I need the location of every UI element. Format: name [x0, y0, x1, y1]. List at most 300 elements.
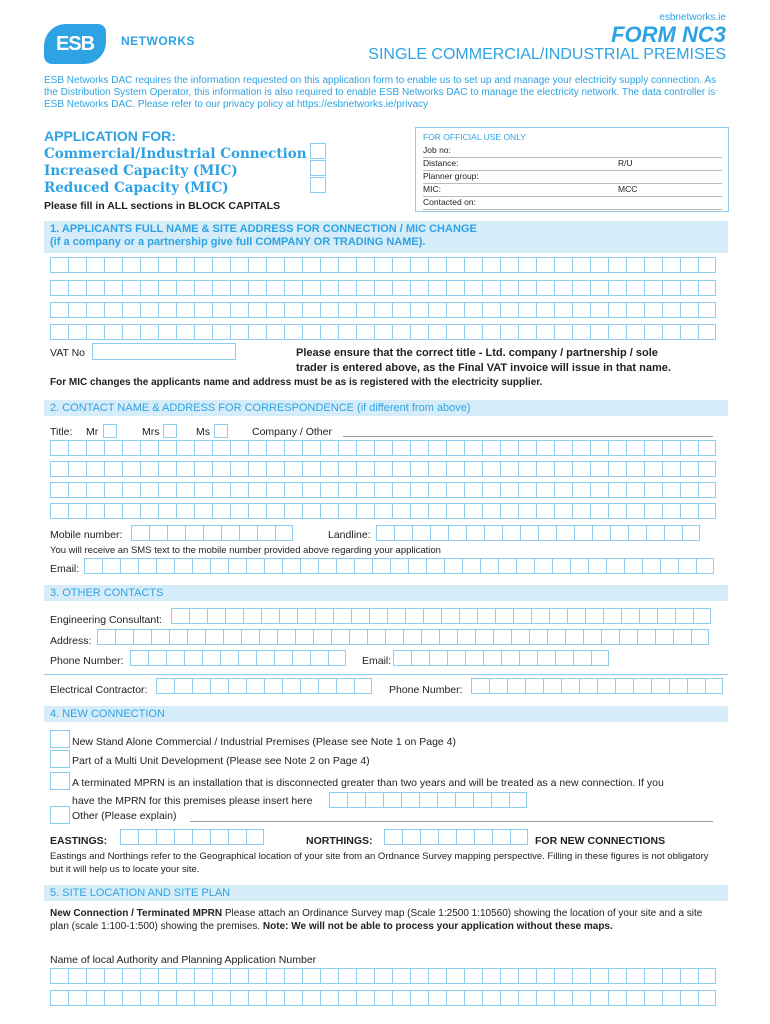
char-box[interactable]	[302, 440, 320, 456]
char-box[interactable]	[392, 990, 410, 1006]
char-box[interactable]	[104, 324, 122, 340]
char-box[interactable]	[50, 280, 68, 296]
char-box[interactable]	[464, 482, 482, 498]
char-box[interactable]	[555, 650, 573, 666]
char-box[interactable]	[507, 678, 525, 694]
char-box[interactable]	[509, 792, 527, 808]
char-box[interactable]	[210, 558, 228, 574]
char-box[interactable]	[644, 503, 662, 519]
char-box[interactable]	[428, 503, 446, 519]
address-boxes[interactable]	[97, 629, 709, 645]
char-box[interactable]	[590, 968, 608, 984]
char-box[interactable]	[482, 503, 500, 519]
char-box[interactable]	[156, 558, 174, 574]
char-box[interactable]	[390, 558, 408, 574]
char-box[interactable]	[565, 629, 583, 645]
char-box[interactable]	[693, 608, 711, 624]
char-box[interactable]	[356, 324, 374, 340]
char-box[interactable]	[410, 324, 428, 340]
char-box[interactable]	[248, 482, 266, 498]
char-box[interactable]	[140, 280, 158, 296]
char-box[interactable]	[266, 257, 284, 273]
char-box[interactable]	[333, 608, 351, 624]
char-box[interactable]	[176, 482, 194, 498]
char-box[interactable]	[374, 503, 392, 519]
char-box[interactable]	[428, 280, 446, 296]
char-box[interactable]	[302, 990, 320, 1006]
char-box[interactable]	[266, 482, 284, 498]
char-box[interactable]	[158, 280, 176, 296]
char-box[interactable]	[385, 629, 403, 645]
char-box[interactable]	[428, 968, 446, 984]
char-box[interactable]	[158, 302, 176, 318]
char-box[interactable]	[455, 792, 473, 808]
char-box[interactable]	[356, 968, 374, 984]
char-box[interactable]	[374, 302, 392, 318]
char-box[interactable]	[284, 461, 302, 477]
char-box[interactable]	[151, 629, 169, 645]
char-box[interactable]	[104, 482, 122, 498]
char-box[interactable]	[408, 558, 426, 574]
char-box[interactable]	[248, 302, 266, 318]
char-box[interactable]	[561, 678, 579, 694]
char-box[interactable]	[608, 461, 626, 477]
char-box[interactable]	[212, 280, 230, 296]
char-box[interactable]	[104, 990, 122, 1006]
char-box[interactable]	[282, 678, 300, 694]
char-box[interactable]	[518, 302, 536, 318]
char-box[interactable]	[320, 990, 338, 1006]
char-box[interactable]	[518, 440, 536, 456]
char-box[interactable]	[230, 503, 248, 519]
char-box[interactable]	[501, 650, 519, 666]
char-box[interactable]	[698, 440, 716, 456]
char-box[interactable]	[554, 461, 572, 477]
char-box[interactable]	[410, 440, 428, 456]
char-box[interactable]	[320, 482, 338, 498]
char-box[interactable]	[68, 968, 86, 984]
char-box[interactable]	[644, 990, 662, 1006]
char-box[interactable]	[328, 650, 346, 666]
char-box[interactable]	[482, 968, 500, 984]
char-box[interactable]	[338, 302, 356, 318]
job-no-field[interactable]	[423, 145, 722, 158]
char-box[interactable]	[392, 280, 410, 296]
char-box[interactable]	[554, 324, 572, 340]
char-box[interactable]	[698, 968, 716, 984]
char-box[interactable]	[588, 558, 606, 574]
contact-row-2[interactable]	[50, 461, 716, 477]
char-box[interactable]	[318, 678, 336, 694]
checkbox-commercial[interactable]	[310, 143, 326, 159]
char-box[interactable]	[356, 302, 374, 318]
char-box[interactable]	[662, 968, 680, 984]
char-box[interactable]	[590, 482, 608, 498]
char-box[interactable]	[446, 324, 464, 340]
char-box[interactable]	[158, 440, 176, 456]
char-box[interactable]	[482, 302, 500, 318]
char-box[interactable]	[158, 482, 176, 498]
char-box[interactable]	[642, 558, 660, 574]
char-box[interactable]	[536, 503, 554, 519]
char-box[interactable]	[698, 503, 716, 519]
char-box[interactable]	[320, 280, 338, 296]
char-box[interactable]	[284, 440, 302, 456]
char-box[interactable]	[212, 302, 230, 318]
char-box[interactable]	[122, 257, 140, 273]
char-box[interactable]	[140, 324, 158, 340]
char-box[interactable]	[220, 650, 238, 666]
char-box[interactable]	[184, 650, 202, 666]
char-box[interactable]	[446, 461, 464, 477]
char-box[interactable]	[302, 968, 320, 984]
char-box[interactable]	[374, 440, 392, 456]
char-box[interactable]	[230, 280, 248, 296]
char-box[interactable]	[518, 257, 536, 273]
char-box[interactable]	[502, 525, 520, 541]
char-box[interactable]	[518, 324, 536, 340]
engineer-boxes[interactable]	[171, 608, 711, 624]
char-box[interactable]	[282, 558, 300, 574]
char-box[interactable]	[624, 558, 642, 574]
char-box[interactable]	[86, 324, 104, 340]
char-box[interactable]	[446, 482, 464, 498]
char-box[interactable]	[480, 558, 498, 574]
char-box[interactable]	[212, 503, 230, 519]
char-box[interactable]	[536, 280, 554, 296]
char-box[interactable]	[266, 440, 284, 456]
char-box[interactable]	[365, 792, 383, 808]
char-box[interactable]	[275, 525, 293, 541]
char-box[interactable]	[464, 257, 482, 273]
char-box[interactable]	[680, 324, 698, 340]
char-box[interactable]	[138, 829, 156, 845]
char-box[interactable]	[223, 629, 241, 645]
char-box[interactable]	[176, 302, 194, 318]
checkbox-reduced[interactable]	[310, 177, 326, 193]
char-box[interactable]	[482, 440, 500, 456]
mrs-checkbox[interactable]	[163, 424, 177, 438]
char-box[interactable]	[338, 503, 356, 519]
char-box[interactable]	[570, 558, 588, 574]
char-box[interactable]	[637, 629, 655, 645]
char-box[interactable]	[590, 302, 608, 318]
applicant-row-2[interactable]	[50, 280, 716, 296]
northings-boxes[interactable]	[384, 829, 528, 845]
char-box[interactable]	[239, 525, 257, 541]
char-box[interactable]	[356, 482, 374, 498]
char-box[interactable]	[428, 990, 446, 1006]
char-box[interactable]	[680, 990, 698, 1006]
char-box[interactable]	[228, 678, 246, 694]
char-box[interactable]	[626, 257, 644, 273]
char-box[interactable]	[482, 324, 500, 340]
char-box[interactable]	[284, 280, 302, 296]
char-box[interactable]	[302, 324, 320, 340]
char-box[interactable]	[104, 257, 122, 273]
char-box[interactable]	[626, 461, 644, 477]
char-box[interactable]	[626, 990, 644, 1006]
char-box[interactable]	[590, 440, 608, 456]
char-box[interactable]	[158, 503, 176, 519]
char-box[interactable]	[608, 280, 626, 296]
char-box[interactable]	[439, 629, 457, 645]
char-box[interactable]	[498, 558, 516, 574]
char-box[interactable]	[297, 608, 315, 624]
char-box[interactable]	[464, 440, 482, 456]
email-boxes[interactable]	[84, 558, 714, 574]
vat-input[interactable]	[92, 343, 236, 360]
char-box[interactable]	[475, 629, 493, 645]
char-box[interactable]	[428, 302, 446, 318]
char-box[interactable]	[104, 968, 122, 984]
char-box[interactable]	[554, 990, 572, 1006]
char-box[interactable]	[500, 461, 518, 477]
char-box[interactable]	[518, 482, 536, 498]
char-box[interactable]	[662, 440, 680, 456]
char-box[interactable]	[626, 440, 644, 456]
char-box[interactable]	[687, 678, 705, 694]
char-box[interactable]	[464, 461, 482, 477]
mr-checkbox[interactable]	[103, 424, 117, 438]
char-box[interactable]	[104, 280, 122, 296]
char-box[interactable]	[696, 558, 714, 574]
terminated-checkbox[interactable]	[50, 772, 70, 790]
char-box[interactable]	[484, 525, 502, 541]
char-box[interactable]	[513, 608, 531, 624]
char-box[interactable]	[608, 324, 626, 340]
char-box[interactable]	[349, 629, 367, 645]
char-box[interactable]	[68, 302, 86, 318]
char-box[interactable]	[50, 482, 68, 498]
electrical-boxes[interactable]	[156, 678, 372, 694]
char-box[interactable]	[664, 525, 682, 541]
char-box[interactable]	[646, 525, 664, 541]
company-line[interactable]	[343, 435, 713, 437]
char-box[interactable]	[608, 968, 626, 984]
char-box[interactable]	[266, 968, 284, 984]
char-box[interactable]	[606, 558, 624, 574]
char-box[interactable]	[338, 482, 356, 498]
char-box[interactable]	[86, 280, 104, 296]
char-box[interactable]	[626, 968, 644, 984]
char-box[interactable]	[420, 829, 438, 845]
char-box[interactable]	[536, 968, 554, 984]
mobile-boxes[interactable]	[131, 525, 293, 541]
char-box[interactable]	[626, 302, 644, 318]
char-box[interactable]	[662, 257, 680, 273]
char-box[interactable]	[572, 990, 590, 1006]
char-box[interactable]	[367, 629, 385, 645]
char-box[interactable]	[518, 968, 536, 984]
char-box[interactable]	[194, 990, 212, 1006]
char-box[interactable]	[102, 558, 120, 574]
planner-field[interactable]	[423, 171, 722, 184]
char-box[interactable]	[230, 324, 248, 340]
char-box[interactable]	[86, 461, 104, 477]
char-box[interactable]	[354, 558, 372, 574]
char-box[interactable]	[572, 461, 590, 477]
char-box[interactable]	[662, 324, 680, 340]
char-box[interactable]	[621, 608, 639, 624]
char-box[interactable]	[608, 302, 626, 318]
char-box[interactable]	[302, 461, 320, 477]
char-box[interactable]	[338, 990, 356, 1006]
char-box[interactable]	[174, 678, 192, 694]
char-box[interactable]	[68, 257, 86, 273]
char-box[interactable]	[446, 503, 464, 519]
char-box[interactable]	[426, 558, 444, 574]
char-box[interactable]	[246, 558, 264, 574]
char-box[interactable]	[538, 525, 556, 541]
char-box[interactable]	[392, 503, 410, 519]
char-box[interactable]	[482, 461, 500, 477]
char-box[interactable]	[374, 257, 392, 273]
char-box[interactable]	[302, 503, 320, 519]
char-box[interactable]	[248, 968, 266, 984]
char-box[interactable]	[122, 990, 140, 1006]
char-box[interactable]	[655, 629, 673, 645]
char-box[interactable]	[320, 968, 338, 984]
char-box[interactable]	[554, 302, 572, 318]
char-box[interactable]	[176, 324, 194, 340]
char-box[interactable]	[212, 482, 230, 498]
char-box[interactable]	[441, 608, 459, 624]
char-box[interactable]	[274, 650, 292, 666]
char-box[interactable]	[473, 792, 491, 808]
char-box[interactable]	[68, 440, 86, 456]
char-box[interactable]	[651, 678, 669, 694]
char-box[interactable]	[171, 608, 189, 624]
char-box[interactable]	[356, 990, 374, 1006]
char-box[interactable]	[534, 558, 552, 574]
char-box[interactable]	[356, 440, 374, 456]
char-box[interactable]	[500, 280, 518, 296]
char-box[interactable]	[320, 324, 338, 340]
char-box[interactable]	[392, 482, 410, 498]
char-box[interactable]	[619, 629, 637, 645]
char-box[interactable]	[410, 257, 428, 273]
char-box[interactable]	[537, 650, 555, 666]
char-box[interactable]	[446, 968, 464, 984]
ms-checkbox[interactable]	[214, 424, 228, 438]
char-box[interactable]	[660, 558, 678, 574]
authority-row-2[interactable]	[50, 990, 716, 1006]
char-box[interactable]	[446, 440, 464, 456]
email3-boxes[interactable]	[393, 650, 609, 666]
char-box[interactable]	[405, 608, 423, 624]
char-box[interactable]	[338, 257, 356, 273]
char-box[interactable]	[228, 829, 246, 845]
char-box[interactable]	[536, 324, 554, 340]
char-box[interactable]	[392, 257, 410, 273]
char-box[interactable]	[547, 629, 565, 645]
applicant-row-1[interactable]	[50, 257, 716, 273]
char-box[interactable]	[369, 608, 387, 624]
char-box[interactable]	[212, 990, 230, 1006]
char-box[interactable]	[122, 440, 140, 456]
char-box[interactable]	[230, 990, 248, 1006]
char-box[interactable]	[680, 503, 698, 519]
char-box[interactable]	[536, 482, 554, 498]
char-box[interactable]	[471, 678, 489, 694]
char-box[interactable]	[482, 482, 500, 498]
char-box[interactable]	[176, 461, 194, 477]
char-box[interactable]	[354, 678, 372, 694]
char-box[interactable]	[477, 608, 495, 624]
char-box[interactable]	[238, 650, 256, 666]
char-box[interactable]	[176, 503, 194, 519]
char-box[interactable]	[574, 525, 592, 541]
char-box[interactable]	[491, 792, 509, 808]
char-box[interactable]	[192, 829, 210, 845]
char-box[interactable]	[50, 257, 68, 273]
char-box[interactable]	[500, 302, 518, 318]
phone2-boxes[interactable]	[471, 678, 723, 694]
char-box[interactable]	[428, 461, 446, 477]
applicant-row-3[interactable]	[50, 302, 716, 318]
char-box[interactable]	[50, 990, 68, 1006]
char-box[interactable]	[510, 829, 528, 845]
char-box[interactable]	[284, 302, 302, 318]
char-box[interactable]	[320, 302, 338, 318]
char-box[interactable]	[669, 678, 687, 694]
char-box[interactable]	[264, 678, 282, 694]
char-box[interactable]	[500, 968, 518, 984]
char-box[interactable]	[167, 525, 185, 541]
char-box[interactable]	[149, 525, 167, 541]
char-box[interactable]	[633, 678, 651, 694]
char-box[interactable]	[68, 482, 86, 498]
char-box[interactable]	[176, 280, 194, 296]
char-box[interactable]	[573, 650, 591, 666]
char-box[interactable]	[500, 482, 518, 498]
char-box[interactable]	[403, 629, 421, 645]
char-box[interactable]	[336, 558, 354, 574]
char-box[interactable]	[192, 558, 210, 574]
char-box[interactable]	[338, 280, 356, 296]
char-box[interactable]	[392, 461, 410, 477]
char-box[interactable]	[428, 482, 446, 498]
char-box[interactable]	[500, 990, 518, 1006]
char-box[interactable]	[464, 968, 482, 984]
char-box[interactable]	[585, 608, 603, 624]
char-box[interactable]	[248, 503, 266, 519]
char-box[interactable]	[68, 503, 86, 519]
char-box[interactable]	[554, 503, 572, 519]
char-box[interactable]	[266, 461, 284, 477]
char-box[interactable]	[608, 440, 626, 456]
char-box[interactable]	[411, 650, 429, 666]
char-box[interactable]	[257, 525, 275, 541]
char-box[interactable]	[662, 990, 680, 1006]
char-box[interactable]	[284, 257, 302, 273]
char-box[interactable]	[158, 968, 176, 984]
char-box[interactable]	[266, 324, 284, 340]
char-box[interactable]	[698, 280, 716, 296]
char-box[interactable]	[131, 525, 149, 541]
char-box[interactable]	[626, 324, 644, 340]
char-box[interactable]	[192, 678, 210, 694]
char-box[interactable]	[680, 440, 698, 456]
char-box[interactable]	[448, 525, 466, 541]
char-box[interactable]	[329, 792, 347, 808]
char-box[interactable]	[657, 608, 675, 624]
char-box[interactable]	[572, 257, 590, 273]
char-box[interactable]	[680, 257, 698, 273]
char-box[interactable]	[493, 629, 511, 645]
char-box[interactable]	[158, 461, 176, 477]
